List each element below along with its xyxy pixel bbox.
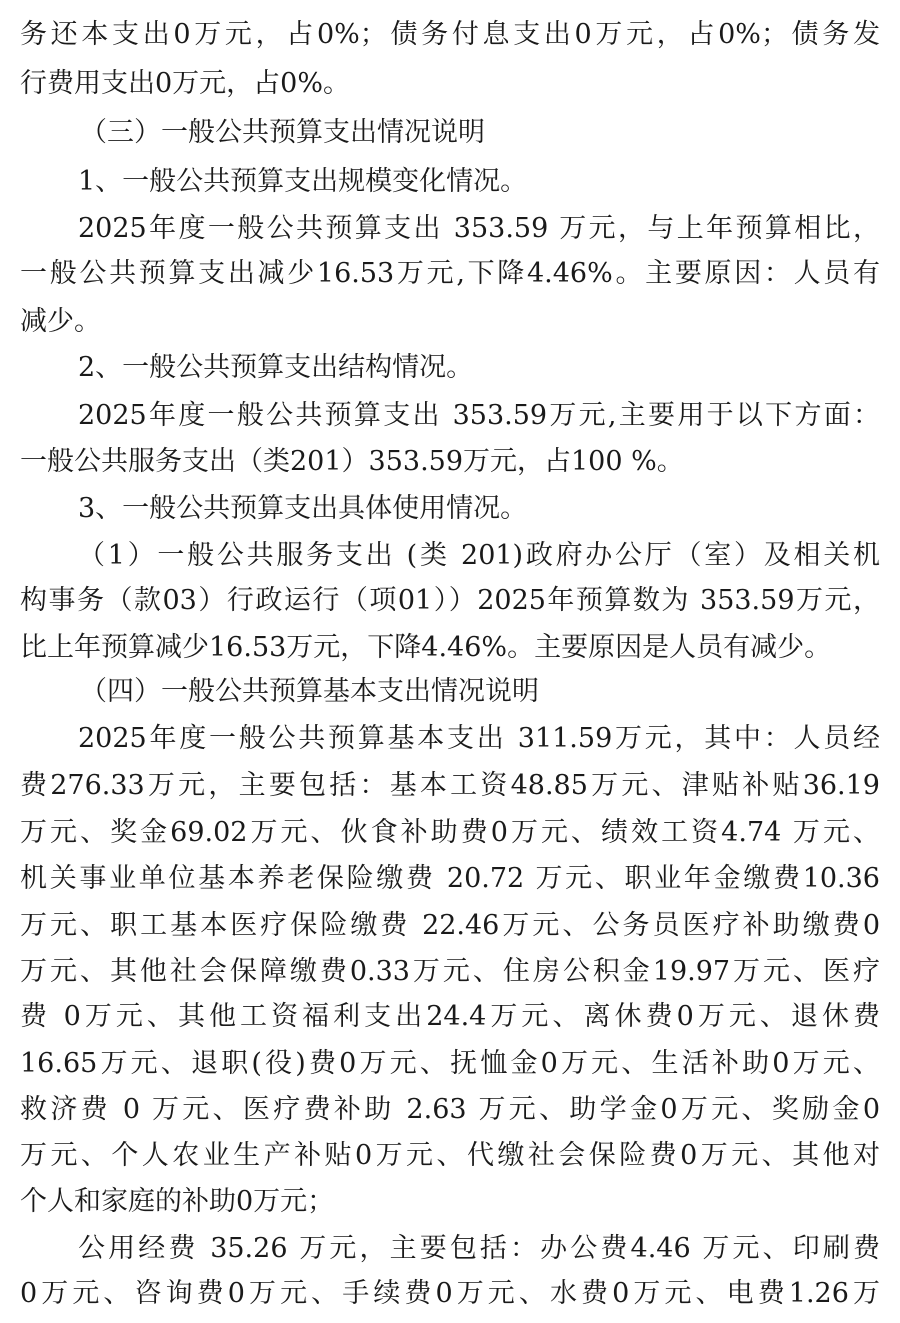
text-line-6: 一般公共预算支出减少16.53万元,下降4.46%。主要原因：人员有: [20, 258, 880, 289]
text-line-9: 2025年度一般公共预算支出 353.59万元,主要用于以下方面：: [78, 400, 880, 431]
text-line-20: 万元、职工基本医疗保险缴费 22.46万元、公务员医疗补助缴费0: [20, 910, 880, 941]
text-line-18: 万元、奖金69.02万元、伙食补助费0万元、绩效工资4.74 万元、: [20, 817, 880, 848]
text-line-23: 16.65万元、退职(役)费0万元、抚恤金0万元、生活补助0万元、: [20, 1048, 880, 1079]
text-line-21: 万元、其他社会保障缴费0.33万元、住房公积金19.97万元、医疗: [20, 956, 880, 987]
text-line-7: 减少。: [20, 306, 101, 337]
text-line-28: 0万元、咨询费0万元、手续费0万元、水费0万元、电费1.26万: [20, 1278, 880, 1309]
subheading-3: 3、一般公共预算支出具体使用情况。: [78, 493, 528, 524]
text-line-14: 比上年预算减少16.53万元，下降4.46%。主要原因是人员有减少。: [20, 632, 832, 663]
text-line-19: 机关事业单位基本养老保险缴费 20.72 万元、职业年金缴费10.36: [20, 863, 880, 894]
text-line-12: （1）一般公共服务支出 (类 201)政府办公厅（室）及相关机: [78, 540, 880, 571]
text-line-2: 行费用支出0万元，占0%。: [20, 68, 351, 99]
text-line-10: 一般公共服务支出（类201）353.59万元，占100 %。: [20, 446, 684, 477]
text-line-17: 费276.33万元，主要包括：基本工资48.85万元、津贴补贴36.19: [20, 770, 880, 801]
section-heading-3: （三）一般公共预算支出情况说明: [80, 117, 485, 148]
text-line-1: 务还本支出0万元，占0%；债务付息支出0万元，占0%；债务发: [20, 19, 880, 50]
text-line-16: 2025年度一般公共预算基本支出 311.59万元，其中：人员经: [78, 723, 880, 754]
subheading-2: 2、一般公共预算支出结构情况。: [78, 352, 474, 383]
text-line-5: 2025年度一般公共预算支出 353.59 万元，与上年预算相比，: [78, 213, 880, 244]
text-line-22: 费 0万元、其他工资福利支出24.4万元、离休费0万元、退休费: [20, 1001, 880, 1032]
section-heading-4: （四）一般公共预算基本支出情况说明: [80, 676, 539, 707]
text-line-13: 构事务（款03）行政运行（项01））2025年预算数为 353.59万元，: [20, 585, 880, 616]
text-line-24: 救济费 0 万元、医疗费补助 2.63 万元、助学金0万元、奖励金0: [20, 1094, 880, 1125]
text-line-25: 万元、个人农业生产补贴0万元、代缴社会保险费0万元、其他对: [20, 1140, 880, 1171]
subheading-1: 1、一般公共预算支出规模变化情况。: [78, 166, 528, 197]
text-line-27: 公用经费 35.26 万元，主要包括：办公费4.46 万元、印刷费: [78, 1233, 880, 1264]
text-line-26: 个人和家庭的补助0万元；: [20, 1186, 335, 1217]
